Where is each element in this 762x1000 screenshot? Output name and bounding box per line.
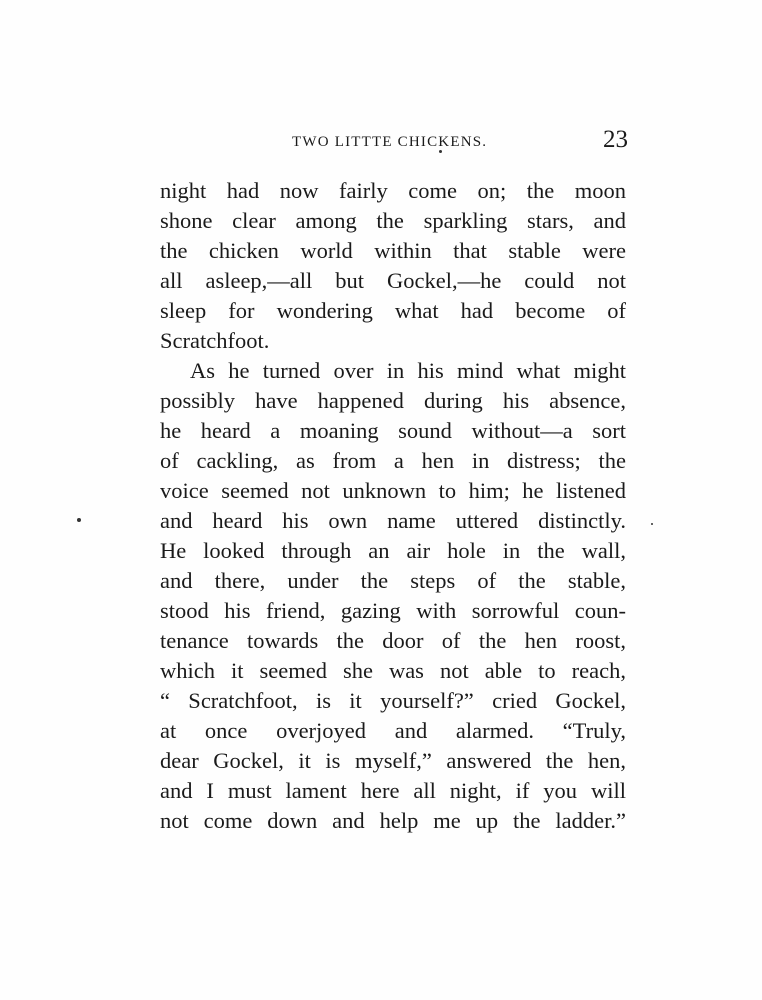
paragraph bbox=[160, 356, 626, 836]
text-line: all asleep,—all but Gockel,—he could not bbox=[160, 268, 626, 293]
text-line: dear Gockel, it is myself,” answered the hen, bbox=[160, 748, 626, 773]
text-line: sleep for wondering what had become of bbox=[160, 298, 626, 323]
page-number: 23 bbox=[603, 126, 628, 153]
text-line: As he turned over in his mind what might bbox=[190, 358, 626, 383]
text-line: at once overjoyed and alarmed. “Truly, bbox=[160, 718, 626, 743]
text-line: and I must lament here all night, if you will bbox=[160, 778, 626, 803]
paper-speck bbox=[439, 150, 442, 153]
text-line: possibly have happened during his absence, bbox=[160, 388, 626, 413]
text-line: Scratchfoot. bbox=[160, 328, 270, 353]
running-head bbox=[160, 126, 628, 160]
text-line: night had now fairly come on; the moon bbox=[160, 178, 626, 203]
text-line: and heard his own name uttered distinctly. bbox=[160, 508, 626, 533]
text-line: “ Scratchfoot, is it yourself?” cried Gockel, bbox=[160, 688, 626, 713]
text-line: of cackling, as from a hen in distress; the bbox=[160, 448, 626, 473]
text-line: He looked through an air hole in the wall, bbox=[160, 538, 626, 563]
text-line: tenance towards the door of the hen roost, bbox=[160, 628, 626, 653]
text-line: and there, under the steps of the stable, bbox=[160, 568, 626, 593]
text-line: voice seemed not unknown to him; he listened bbox=[160, 478, 626, 503]
text-line: the chicken world within that stable were bbox=[160, 238, 626, 263]
running-title: TWO LITTTE CHICKENS. bbox=[292, 134, 488, 150]
body-text bbox=[160, 176, 626, 836]
paper-speck bbox=[77, 518, 81, 522]
text-line: shone clear among the sparkling stars, and bbox=[160, 208, 626, 233]
paper-speck bbox=[651, 523, 653, 525]
paragraph bbox=[160, 176, 626, 356]
text-line: not come down and help me up the ladder.” bbox=[160, 808, 626, 833]
text-line: which it seemed she was not able to reach, bbox=[160, 658, 626, 683]
text-line: stood his friend, gazing with sorrowful coun- bbox=[160, 598, 626, 623]
text-line: he heard a moaning sound without—a sort bbox=[160, 418, 626, 443]
